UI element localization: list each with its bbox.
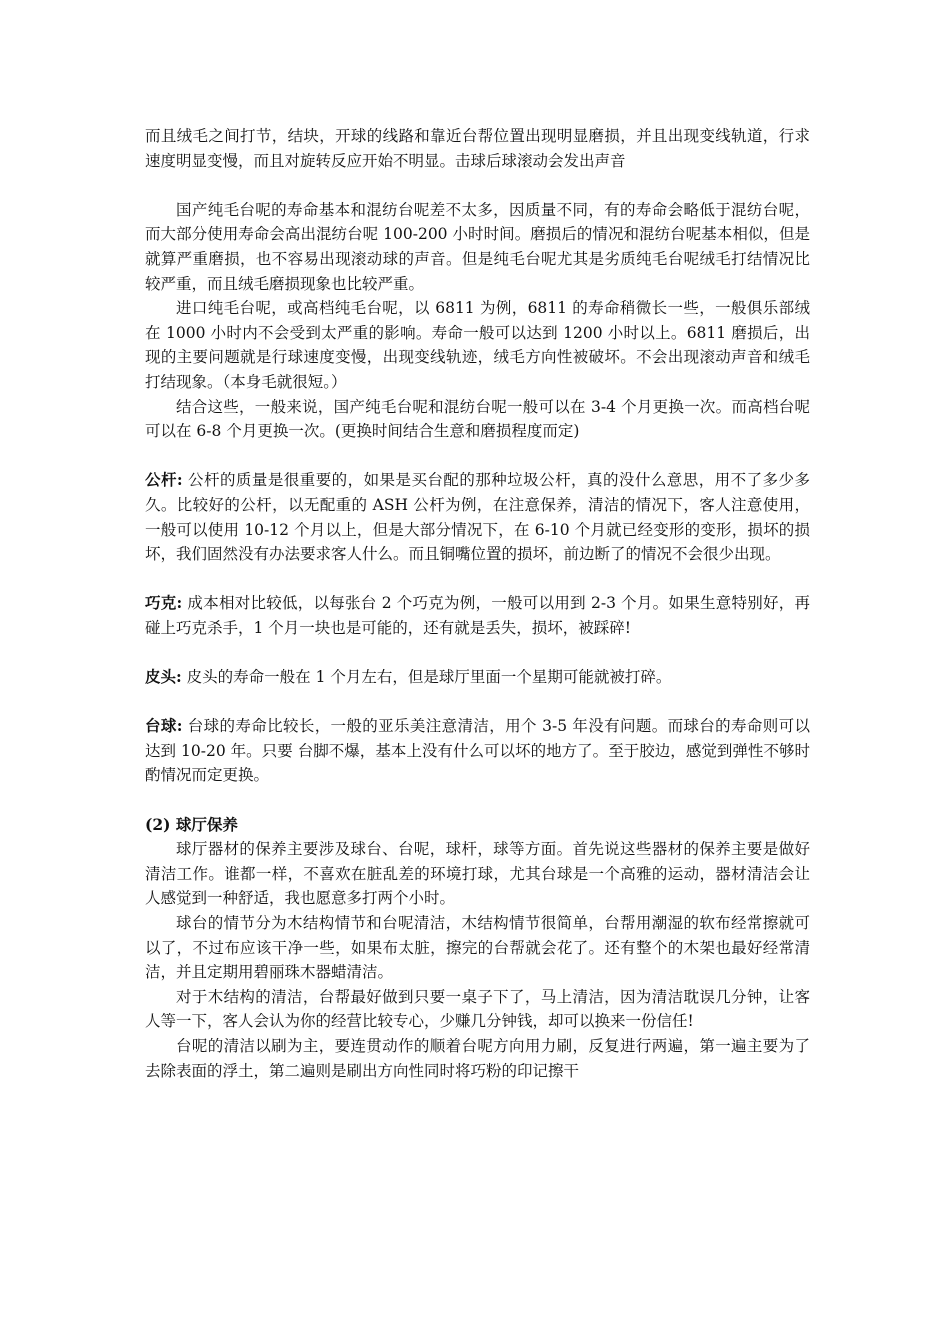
tip-label: 皮头: (145, 667, 182, 687)
spacer (145, 444, 810, 469)
paragraph-replacement-summary: 结合这些，一般来说，国产纯毛台呢和混纺台呢一般可以在 3-4 个月更换一次。而高档台呢可以在 6-8 个月更换一次。(更换时间结合生意和磨损程度而定) (145, 397, 810, 441)
paragraph-table-wood-cleaning: 球台的情节分为木结构情节和台呢清洁，木结构情节很简单，台帮用潮湿的软布经常擦就可以了，不过布应该干净一些，如果布太脏，擦完的台帮就会花了。还有整个的木架也最好经常清洁，并且定期用碧丽珠木器蜡清洁。 (145, 914, 810, 982)
section-heading-hall-maintenance: (2) 球厅保养 (145, 814, 238, 834)
tip-text: 皮头的寿命一般在 1 个月左右，但是球厅里面一个星期可能就被打碎。 (181, 668, 672, 687)
spacer (145, 640, 810, 665)
ball-text: 台球的寿命比较长，一般的亚乐美注意清洁，用个 3-5 年没有问题。而球台的寿命则可以达到 10-20 年。只要 台脚不爆，基本上没有什么可以坏的地方了。至于胶边，感觉到弹性不够时酌情况而定更换。 (145, 717, 810, 785)
paragraph-maintenance-intro: 球厅器材的保养主要涉及球台、台呢，球杆，球等方面。首先说这些器材的保养主要是做好清洁工作。谁都一样，不喜欢在脏乱差的环境打球，尤其台球是一个高雅的运动，器材清洁会让人感觉到一种舒适，我也愿意多打两个小时。 (145, 840, 810, 908)
ball-label: 台球: (145, 716, 183, 736)
spacer (145, 788, 810, 813)
paragraph-balls (145, 714, 810, 788)
paragraph-cloth-brushing: 台呢的清洁以刷为主，要连贯动作的顺着台呢方向用力刷，反复进行两遍，第一遍主要为了去除表面的浮土，第二遍则是刷出方向性同时将巧粉的印记擦干 (145, 1036, 810, 1080)
cue-text: 公杆的质量是很重要的，如果是买台配的那种垃圾公杆，真的没什么意思，用不了多少多久。比较好的公杆，以无配重的 ASH 公杆为例，在注意保养，清洁的情况下，客人注意使用，一般可以使用 10-12 个月以上，但是大部分情况下，在 6-10 个月就已经变形的变形，损坏的损坏，我们固然没有办法要求客人什么。而且铜嘴位置的损坏，前边断了的情况不会很少出现。 (145, 471, 810, 564)
spacer (145, 567, 810, 592)
document-page (145, 124, 810, 1083)
paragraph-cue-tip (145, 665, 810, 690)
paragraph-imported-cloth-6811: 进口纯毛台呢，或高档纯毛台呢，以 6811 为例，6811 的寿命稍微长一些，一般俱乐部绒在 1000 小时内不会受到太严重的影响。寿命一般可以达到 1200 小时以上。6811 磨损后，出现的主要问题就是行球速度变慢，出现变线轨迹，绒毛方向性被破坏。不会出现滚动声音和绒毛打结现象。（本身毛就很短。） (145, 299, 810, 391)
paragraph-cushion-cleaning: 对于木结构的清洁，台帮最好做到只要一桌子下了，马上清洁，因为清洁耽误几分钟，让客人等一下，客人会认为你的经营比较专心，少赚几分钟钱，却可以换来一份信任! (145, 987, 810, 1031)
chalk-label: 巧克: (145, 593, 183, 613)
spacer (145, 690, 810, 715)
chalk-text: 成本相对比较低，以每张台 2 个巧克为例，一般可以用到 2-3 个月。如果生意特别好，再碰上巧克杀手，1 个月一块也是可能的，还有就是丢失，损坏，被踩碎! (145, 594, 810, 637)
paragraph-domestic-wool-cloth: 国产纯毛台呢的寿命基本和混纺台呢差不太多，因质量不同，有的寿命会略低于混纺台呢，而大部分使用寿命会高出混纺台呢 100-200 小时时间。磨损后的情况和混纺台呢基本相似，但是就算严重磨损，也不容易出现滚动球的声音。但是纯毛台呢尤其是劣质纯毛台呢绒毛打结情况比较严重，而且绒毛磨损现象也比较严重。 (145, 200, 810, 293)
paragraph-cue (145, 468, 810, 566)
paragraph-chalk (145, 591, 810, 640)
paragraph-cloth-wear-continued: 而且绒毛之间打节，结块，开球的线路和靠近台帮位置出现明显磨损，并且出现变线轨道，行求速度明显变慢，而且对旋转反应开始不明显。击球后球滚动会发出声音 (145, 127, 810, 170)
cue-label: 公杆: (145, 470, 183, 490)
spacer (145, 173, 810, 198)
